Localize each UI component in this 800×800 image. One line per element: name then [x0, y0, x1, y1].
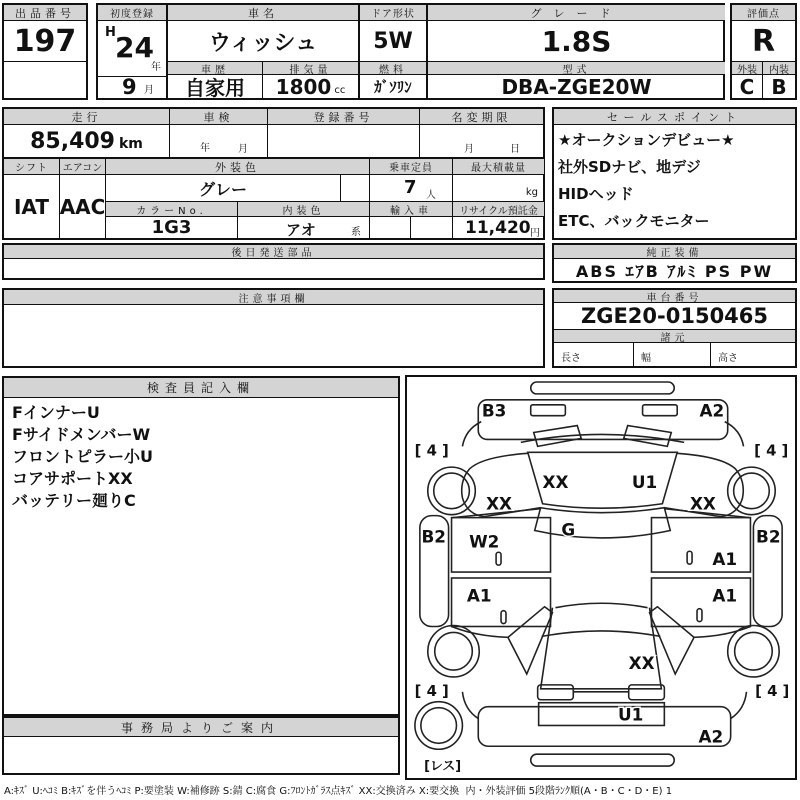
first-reg-year-cell: [98, 21, 166, 77]
first-reg-era: H: [105, 25, 116, 40]
colorno-label: カラーNo.: [106, 202, 238, 217]
car-diagram: [407, 377, 795, 778]
sales-line: ★オークションデビュー★: [558, 131, 735, 149]
label-hood-right: U1: [631, 471, 658, 492]
load-col: [452, 159, 543, 238]
later-parts-label: 後日発送部品: [4, 245, 543, 259]
first-reg-month: 9: [122, 75, 137, 99]
equipment-box: [552, 243, 797, 283]
label-rear-bumper: A2: [698, 726, 724, 747]
info-row-b: [4, 159, 543, 238]
regno-label: 登録番号: [268, 109, 419, 125]
inspector-line: バッテリー廻りC: [12, 491, 136, 510]
door-col: [358, 5, 426, 98]
spec-height-label: 高さ: [718, 353, 738, 364]
shift-label: シフト: [4, 159, 59, 175]
label-door-rear-right: A1: [712, 585, 738, 606]
specs-label: 諸元: [554, 330, 795, 343]
sales-line: HIDヘッド: [558, 185, 634, 203]
label-rocker-left: B2: [421, 526, 446, 547]
label-hood-left: XX: [542, 471, 569, 492]
label-rocker-right: B2: [756, 526, 781, 547]
mileage-value: 85,409: [30, 128, 115, 154]
label-fender-right: XX: [689, 493, 716, 514]
first-reg-year: 24: [115, 31, 154, 64]
nc-month: 月: [464, 144, 474, 155]
history-value: 自家用: [168, 75, 263, 98]
info-row-a: [4, 109, 543, 159]
maxload-cell: [453, 175, 544, 202]
model-value: DBA-ZGE20W: [501, 74, 652, 99]
aircon-value: AAC: [59, 194, 106, 219]
score-box: [730, 3, 797, 100]
auction-no-box: [2, 3, 88, 100]
intcolor-cell: [238, 217, 369, 238]
car-name-value: ウィッシュ: [168, 21, 358, 62]
maxload-unit: kg: [525, 187, 538, 198]
inspector-line: フロントピラー小U: [12, 447, 153, 466]
inspector-box: [2, 376, 400, 716]
label-tire-front-right: [ 4 ]: [754, 442, 789, 460]
inspector-line: FインナーU: [12, 403, 100, 422]
auction-no-label: 出品番号: [4, 5, 86, 21]
notes-label: 注意事項欄: [4, 290, 543, 305]
office-box: [2, 716, 400, 775]
later-parts-box: [2, 243, 545, 280]
mileage-label: 走行: [4, 109, 169, 125]
label-tailgate: XX: [628, 653, 655, 674]
exterior-label: 外装: [732, 62, 763, 75]
import-label: 輸入車: [370, 202, 452, 217]
inspector-line: FサイドメンバーW: [12, 425, 151, 444]
disp-label: 排気量: [263, 62, 358, 75]
shaken-year-unit: 年: [200, 143, 210, 154]
top-table: [96, 3, 725, 100]
spec-length-label: 長さ: [561, 353, 581, 364]
recycle-label: リサイクル預託金: [453, 202, 544, 217]
nc-day: 日: [510, 144, 520, 155]
label-tire-rear-right: [ 4 ]: [755, 682, 790, 700]
grade-col: [426, 5, 727, 98]
door-label: ドア形状: [360, 5, 426, 21]
maxload-label: 最大積載量: [453, 159, 544, 175]
label-front-right-panel: A2: [699, 400, 725, 421]
label-door-front-left: W2: [469, 531, 500, 552]
intcolor-value: アオ: [286, 221, 316, 239]
chassis-label: 車台番号: [554, 290, 795, 303]
sales-point-label: セールスポイント: [554, 109, 795, 125]
aircon-col: [59, 159, 105, 238]
namechange-label: 名変期限: [420, 109, 543, 125]
inspector-lines: [12, 402, 392, 707]
namechange-col: [419, 109, 543, 157]
office-label: 事務局よりご案内: [4, 718, 398, 737]
door-value: 5W: [360, 21, 426, 62]
intcolor-label: 内装色: [238, 202, 369, 217]
first-reg-month-cell: [98, 77, 166, 98]
label-door-rear-left: A1: [466, 585, 492, 606]
inspector-label: 検査員記入欄: [4, 378, 398, 398]
import-cell-2: [411, 217, 452, 238]
mileage-col: [4, 109, 169, 157]
capacity-cell: [370, 175, 452, 202]
spec-width-label: 幅: [641, 353, 651, 364]
mileage-cell: [4, 125, 169, 157]
mileage-unit: km: [119, 136, 143, 152]
shaken-col: [169, 109, 267, 157]
score-value: R: [732, 21, 795, 62]
car-name-label: 車名: [168, 5, 358, 21]
first-reg-label: 初度登録: [98, 5, 166, 21]
interior-value: B: [771, 74, 787, 99]
disp-unit: cc: [334, 85, 346, 96]
regno-col: [267, 109, 419, 157]
capacity-unit: 人: [426, 190, 436, 201]
equipment-value: ABS ｴｱB ｱﾙﾐ PS PW: [575, 261, 774, 281]
fuel-label: 燃料: [360, 62, 426, 75]
label-door-front-right: A1: [712, 549, 738, 570]
capacity-value: 7: [404, 177, 417, 198]
label-rear-panel: U1: [618, 704, 644, 725]
model-label: 型式: [428, 62, 725, 75]
shift-value: IAT: [13, 194, 49, 219]
equipment-label: 純正装備: [554, 245, 795, 259]
color-col: [105, 159, 369, 238]
interior-label: 内装: [763, 62, 795, 75]
disp-value-cell: [263, 75, 358, 98]
info-table: [2, 107, 545, 240]
inspector-line: コアサポートXX: [12, 469, 133, 488]
recycle-cell: [453, 217, 544, 238]
shaken-month-unit: 月: [238, 144, 248, 155]
import-cell-1: [370, 217, 411, 238]
label-tire-rear-left: [ 4 ]: [414, 682, 449, 700]
label-tire-front-left: [ 4 ]: [414, 442, 449, 460]
spec-length-cell: [554, 343, 634, 366]
shift-col: [4, 159, 59, 238]
extcolor-label: 外装色: [106, 159, 369, 175]
notes-box: [2, 288, 545, 368]
capacity-col: [369, 159, 452, 238]
label-spare-tire: [レス]: [424, 759, 462, 775]
fuel-value: ｶﾞｿﾘﾝ: [374, 78, 412, 96]
aircon-label: エアコン: [60, 159, 105, 175]
spec-height-cell: [711, 343, 795, 366]
extcolor-value: グレー: [106, 175, 341, 202]
label-fender-left: XX: [486, 493, 513, 514]
recycle-value: 11,420: [465, 218, 531, 238]
shaken-label: 車検: [170, 109, 267, 125]
chassis-value: ZGE20-0150465: [554, 303, 795, 330]
sales-line: ETC、バックモニター: [558, 212, 710, 230]
chassis-box: [552, 288, 797, 368]
sales-line: 社外SDナビ、地デジ: [558, 158, 701, 176]
sales-point-box: [552, 107, 797, 240]
disp-value: 1800: [275, 74, 332, 99]
label-front-left-panel: B3: [481, 400, 507, 421]
recycle-unit: 円: [530, 228, 540, 239]
score-label: 評価点: [732, 5, 795, 21]
first-reg-col: [98, 5, 166, 98]
grade-label: グレード: [428, 5, 725, 21]
label-windshield: G: [561, 519, 576, 540]
car-diagram-box: [405, 375, 797, 780]
grade-value: 1.8S: [428, 21, 725, 62]
extcolor-empty: [341, 175, 369, 202]
car-name-col: [166, 5, 358, 98]
intcolor-suffix: 系: [351, 227, 361, 238]
legend-text: A:ｷｽﾞ U:ﾍｺﾐ B:ｷｽﾞを伴うﾍｺﾐ P:要塗装 W:補修跡 S:錆 C:腐食 G:ﾌﾛﾝﾄｶﾞﾗｽ点ｷｽﾞ XX:交換済み X:要交換 内・外装評価 5段階ﾗﾝｸ順(A・B・C・D・E) 1: [4, 786, 673, 797]
exterior-value: C: [732, 75, 763, 98]
sales-point-lines: [558, 127, 791, 235]
history-label: 車歴: [168, 62, 263, 75]
first-reg-month-unit: 月: [144, 85, 154, 96]
auction-no-value: 197: [4, 21, 86, 62]
colorno-value: 1G3: [106, 217, 238, 238]
capacity-label: 乗車定員: [370, 159, 452, 175]
spec-width-cell: [634, 343, 711, 366]
first-reg-year-unit: 年: [151, 62, 161, 73]
auction-no-empty: [4, 62, 86, 98]
